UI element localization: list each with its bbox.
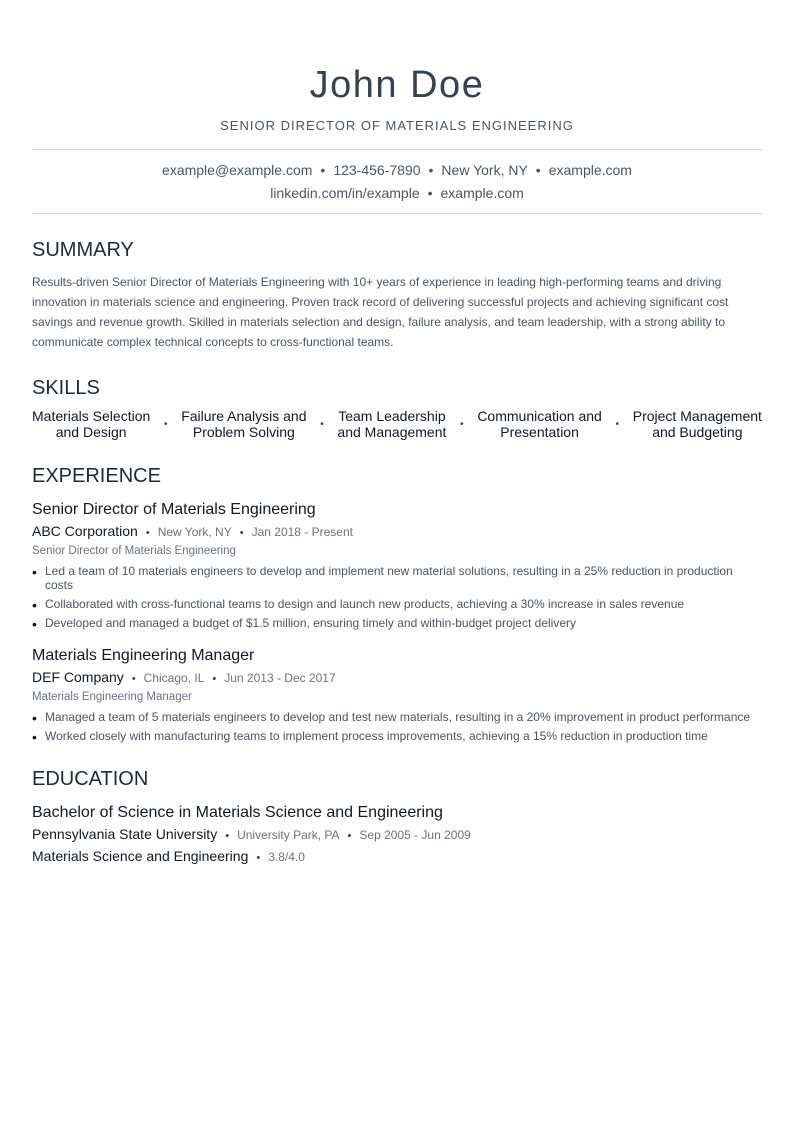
bullet-separator: •	[225, 830, 230, 842]
degree-title: Bachelor of Science in Materials Science and Engineering	[32, 804, 443, 821]
job-meta	[32, 668, 762, 688]
bullet-separator: •	[131, 673, 136, 685]
bullet-separator: •	[320, 418, 324, 430]
bullet-separator: •	[256, 852, 261, 864]
job-location: New York, NY	[157, 525, 232, 539]
list-item	[32, 616, 762, 630]
skill-line: Team Leadership	[338, 408, 446, 424]
skill-line: Materials Selection	[32, 408, 151, 424]
skill-line: Problem Solving	[192, 424, 295, 440]
skill-line: Failure Analysis and	[181, 408, 307, 424]
skill-line: and Budgeting	[652, 424, 743, 440]
candidate-name: John Doe	[309, 64, 485, 106]
education-gpa: 3.8/4.0	[268, 850, 305, 864]
bullet-separator: •	[320, 162, 326, 178]
summary-text: Results-driven Senior Director of Materials Engineering with 10+ years of experience in leading high-performing teams and driving innovation in materials science and engineering. Proven track record of delivering successful projects and achieving significant cost savings and revenue growth. Skilled in materials selection and design, failure analysis, and team leadership, with a strong ability to communicate complex technical concepts to cross-functional teams.	[32, 275, 729, 349]
education-section	[32, 767, 762, 867]
job-location: Chicago, IL	[143, 671, 205, 685]
school-name: Pennsylvania State University	[32, 826, 218, 842]
experience-entry	[32, 500, 762, 630]
bullet-icon: •	[32, 729, 37, 745]
job-bullets	[32, 564, 762, 630]
experience-heading: EXPERIENCE	[32, 465, 161, 487]
bullet-icon: •	[32, 710, 37, 726]
job-dates: Jun 2013 - Dec 2017	[224, 671, 336, 685]
skill-item	[32, 408, 150, 440]
education-meta	[32, 825, 762, 845]
candidate-title: SENIOR DIRECTOR OF MATERIALS ENGINEERING	[220, 118, 574, 133]
contact-location: New York, NY	[441, 162, 528, 178]
bullet-separator: •	[427, 185, 433, 201]
contact-email[interactable]: example@example.com	[162, 162, 313, 178]
bullet-separator: •	[535, 162, 541, 178]
skills-heading: SKILLS	[32, 377, 100, 399]
contact-website[interactable]: example.com	[548, 162, 632, 178]
skills-section	[32, 376, 762, 440]
list-item	[32, 729, 762, 743]
bullet-text: Developed and managed a budget of $1.5 million, ensuring timely and within-budget project delivery	[45, 616, 576, 630]
job-dates: Jan 2018 - Present	[251, 525, 353, 539]
education-dates: Sep 2005 - Jun 2009	[359, 828, 471, 842]
education-heading: EDUCATION	[32, 768, 149, 790]
job-title: Senior Director of Materials Engineering	[32, 501, 316, 518]
bullet-separator: •	[615, 418, 620, 430]
contact-line-1	[32, 159, 762, 182]
job-subtitle: Senior Director of Materials Engineering	[32, 545, 236, 557]
job-subtitle: Materials Engineering Manager	[32, 691, 192, 703]
school-location: University Park, PA	[237, 828, 340, 842]
skill-line: Communication and	[477, 408, 602, 424]
bullet-text: Managed a team of 5 materials engineers to develop and test new materials, resulting in a 20% improvement in product performance	[45, 710, 751, 724]
bullet-separator: •	[428, 162, 434, 178]
experience-section	[32, 464, 762, 743]
summary-section	[32, 238, 762, 352]
bullet-text: Led a team of 10 materials engineers to develop and implement new material solutions, resulting in a 25% reduction in production costs	[45, 564, 733, 592]
job-meta	[32, 522, 762, 542]
education-major: Materials Science and Engineering	[32, 848, 249, 864]
bullet-separator: •	[163, 418, 168, 430]
list-item	[32, 710, 762, 724]
bullet-text: Collaborated with cross-functional teams to design and launch new products, achieving a 30% increase in sales revenue	[45, 597, 685, 611]
resume-header	[32, 0, 762, 133]
bullet-separator: •	[460, 418, 464, 430]
job-title: Materials Engineering Manager	[32, 647, 255, 664]
contact-line-2	[32, 182, 762, 205]
contact-linkedin[interactable]: linkedin.com/in/example	[270, 185, 420, 201]
contact-phone[interactable]: 123-456-7890	[333, 162, 421, 178]
summary-heading: SUMMARY	[32, 239, 134, 261]
skill-line: and Design	[55, 424, 127, 440]
bullet-separator: •	[347, 830, 352, 842]
list-item	[32, 564, 762, 592]
education-major-row	[32, 847, 762, 867]
skill-line: Presentation	[500, 424, 579, 440]
skill-item	[337, 408, 446, 440]
skill-item	[633, 408, 762, 440]
contact-website-2[interactable]: example.com	[440, 185, 524, 201]
skill-item	[477, 408, 602, 440]
bullet-separator: •	[212, 673, 217, 685]
contact-bar	[32, 149, 762, 214]
bullet-separator: •	[239, 527, 244, 539]
skills-list	[32, 408, 762, 440]
list-item	[32, 597, 762, 611]
skill-line: Project Management	[632, 408, 762, 424]
skill-line: and Management	[337, 424, 447, 440]
bullet-separator: •	[145, 527, 150, 539]
job-bullets	[32, 710, 762, 743]
skill-item	[181, 408, 306, 440]
job-company: DEF Company	[32, 669, 124, 685]
job-company: ABC Corporation	[32, 523, 138, 539]
experience-entry	[32, 646, 762, 743]
education-entry	[32, 803, 762, 867]
bullet-icon: •	[32, 616, 37, 632]
bullet-text: Worked closely with manufacturing teams to implement process improvements, achieving a 15% reduction in production time	[45, 729, 708, 743]
bullet-icon: •	[32, 564, 37, 580]
bullet-icon: •	[32, 597, 37, 613]
